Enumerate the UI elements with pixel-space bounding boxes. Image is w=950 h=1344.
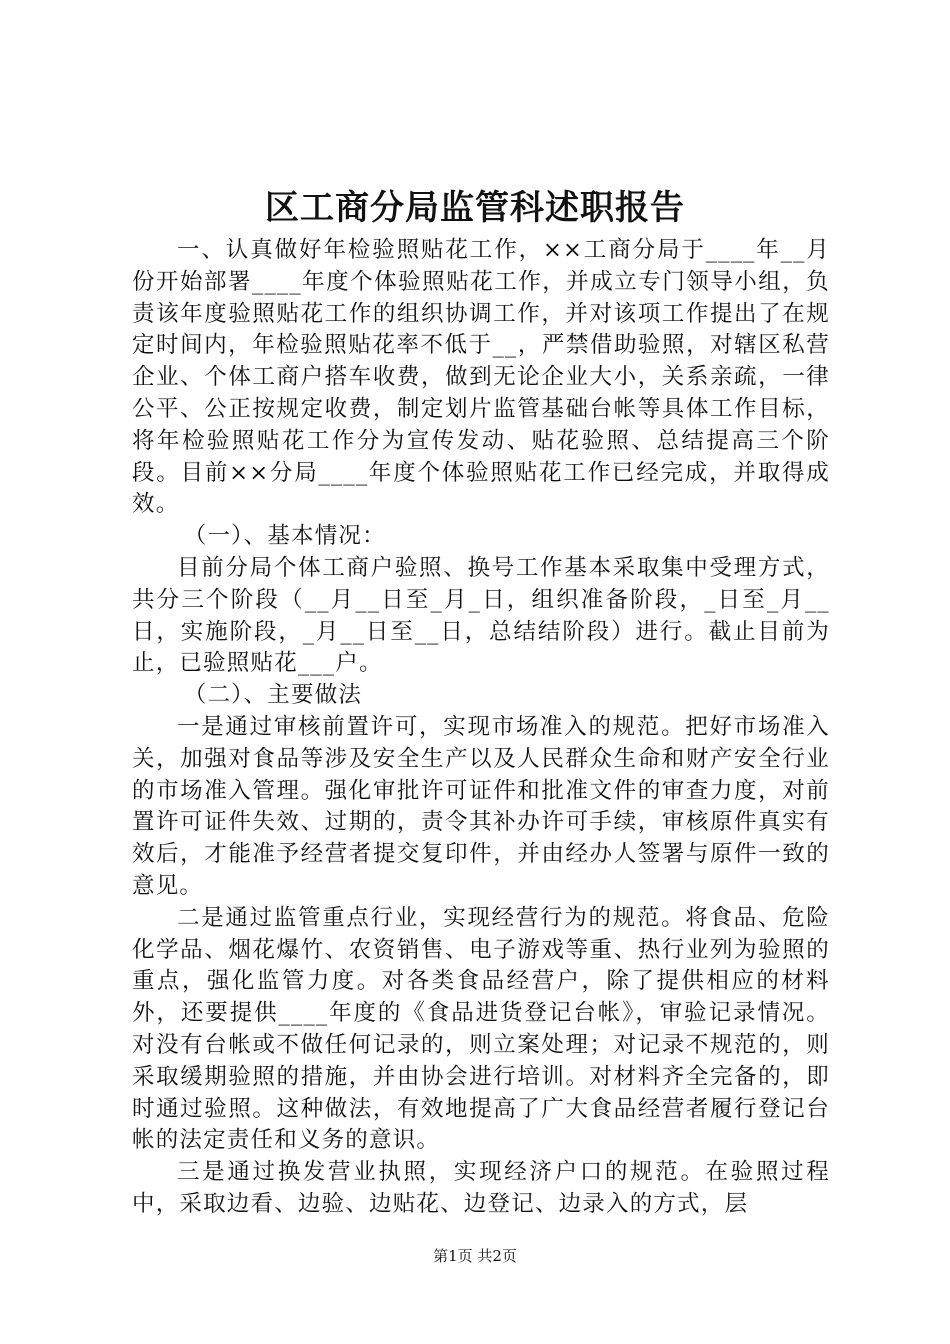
paragraph-annual-inspection: 一、认真做好年检验照贴花工作，××工商分局于____年__月份开始部署____年度个体验照贴花工作，并成立专门领导小组，负责该年度验照贴花工作的组织协调工作，并对该项工作提出了在规定时间内，年检验照贴花率不低于__，严禁借助验照，对辖区私营企业、个体工商户搭车收费，做到无论企业大小，关系亲疏，一律公平、公正按规定收费，制定划片监管基础台帐等具体工作目标，将年检验照贴花工作分为宣传发动、贴花验照、总结提高三个阶段。目前××分局____年度个体验照贴花工作已经完成，并取得成效。 bbox=[132, 237, 830, 518]
page-number: 第1页 bbox=[433, 1247, 473, 1265]
page-total: 共2页 bbox=[477, 1247, 517, 1265]
heading-basic-situation: （一）、基本情况： bbox=[183, 523, 386, 550]
document-title: 区工商分局监管科述职报告 bbox=[265, 188, 685, 228]
paragraph-basic-situation: 目前分局个体工商户验照、换号工作基本采取集中受理方式，共分三个阶段（__月__日至_月_日，组织准备阶段，_日至_月__日，实施阶段，_月__日至__日，总结结阶段）进行。截止目前为止，已验照贴花___户。 bbox=[132, 554, 830, 677]
paragraph-practice-three: 三是通过换发营业执照，实现经济户口的规范。在验照过程中，采取边看、边验、边贴花、边登记、边录入的方式，层 bbox=[132, 1159, 830, 1217]
document-body bbox=[132, 235, 830, 1221]
paragraph-practice-two: 二是通过监管重点行业，实现经营行为的规范。将食品、危险化学品、烟花爆竹、农资销售、电子游戏等重、热行业列为验照的重点，强化监管力度。对各类食品经营户，除了提供相应的材料外，还要提供____年度的《食品进货登记台帐》，审验记录情况。对没有台帐或不做任何记录的，则立案处理；对记录不规范的，则采取缓期验照的措施，并由协会进行培训。对材料齐全完备的，即时通过验照。这种做法，有效地提高了广大食品经营者履行登记台帐的法定责任和义务的意识。 bbox=[132, 904, 830, 1154]
heading-main-practices: （二）、主要做法 bbox=[183, 682, 363, 709]
paragraph-practice-one: 一是通过审核前置许可，实现市场准入的规范。把好市场准入关，加强对食品等涉及安全生产以及人民群众生命和财产安全行业的市场准入管理。强化审批许可证件和批准文件的审查力度，对前置许可证件失效、过期的，责令其补办许可手续，审核原件真实有效后，才能准予经营者提交复印件，并由经办人签署与原件一致的意见。 bbox=[132, 713, 830, 899]
page-footer bbox=[0, 1246, 950, 1266]
